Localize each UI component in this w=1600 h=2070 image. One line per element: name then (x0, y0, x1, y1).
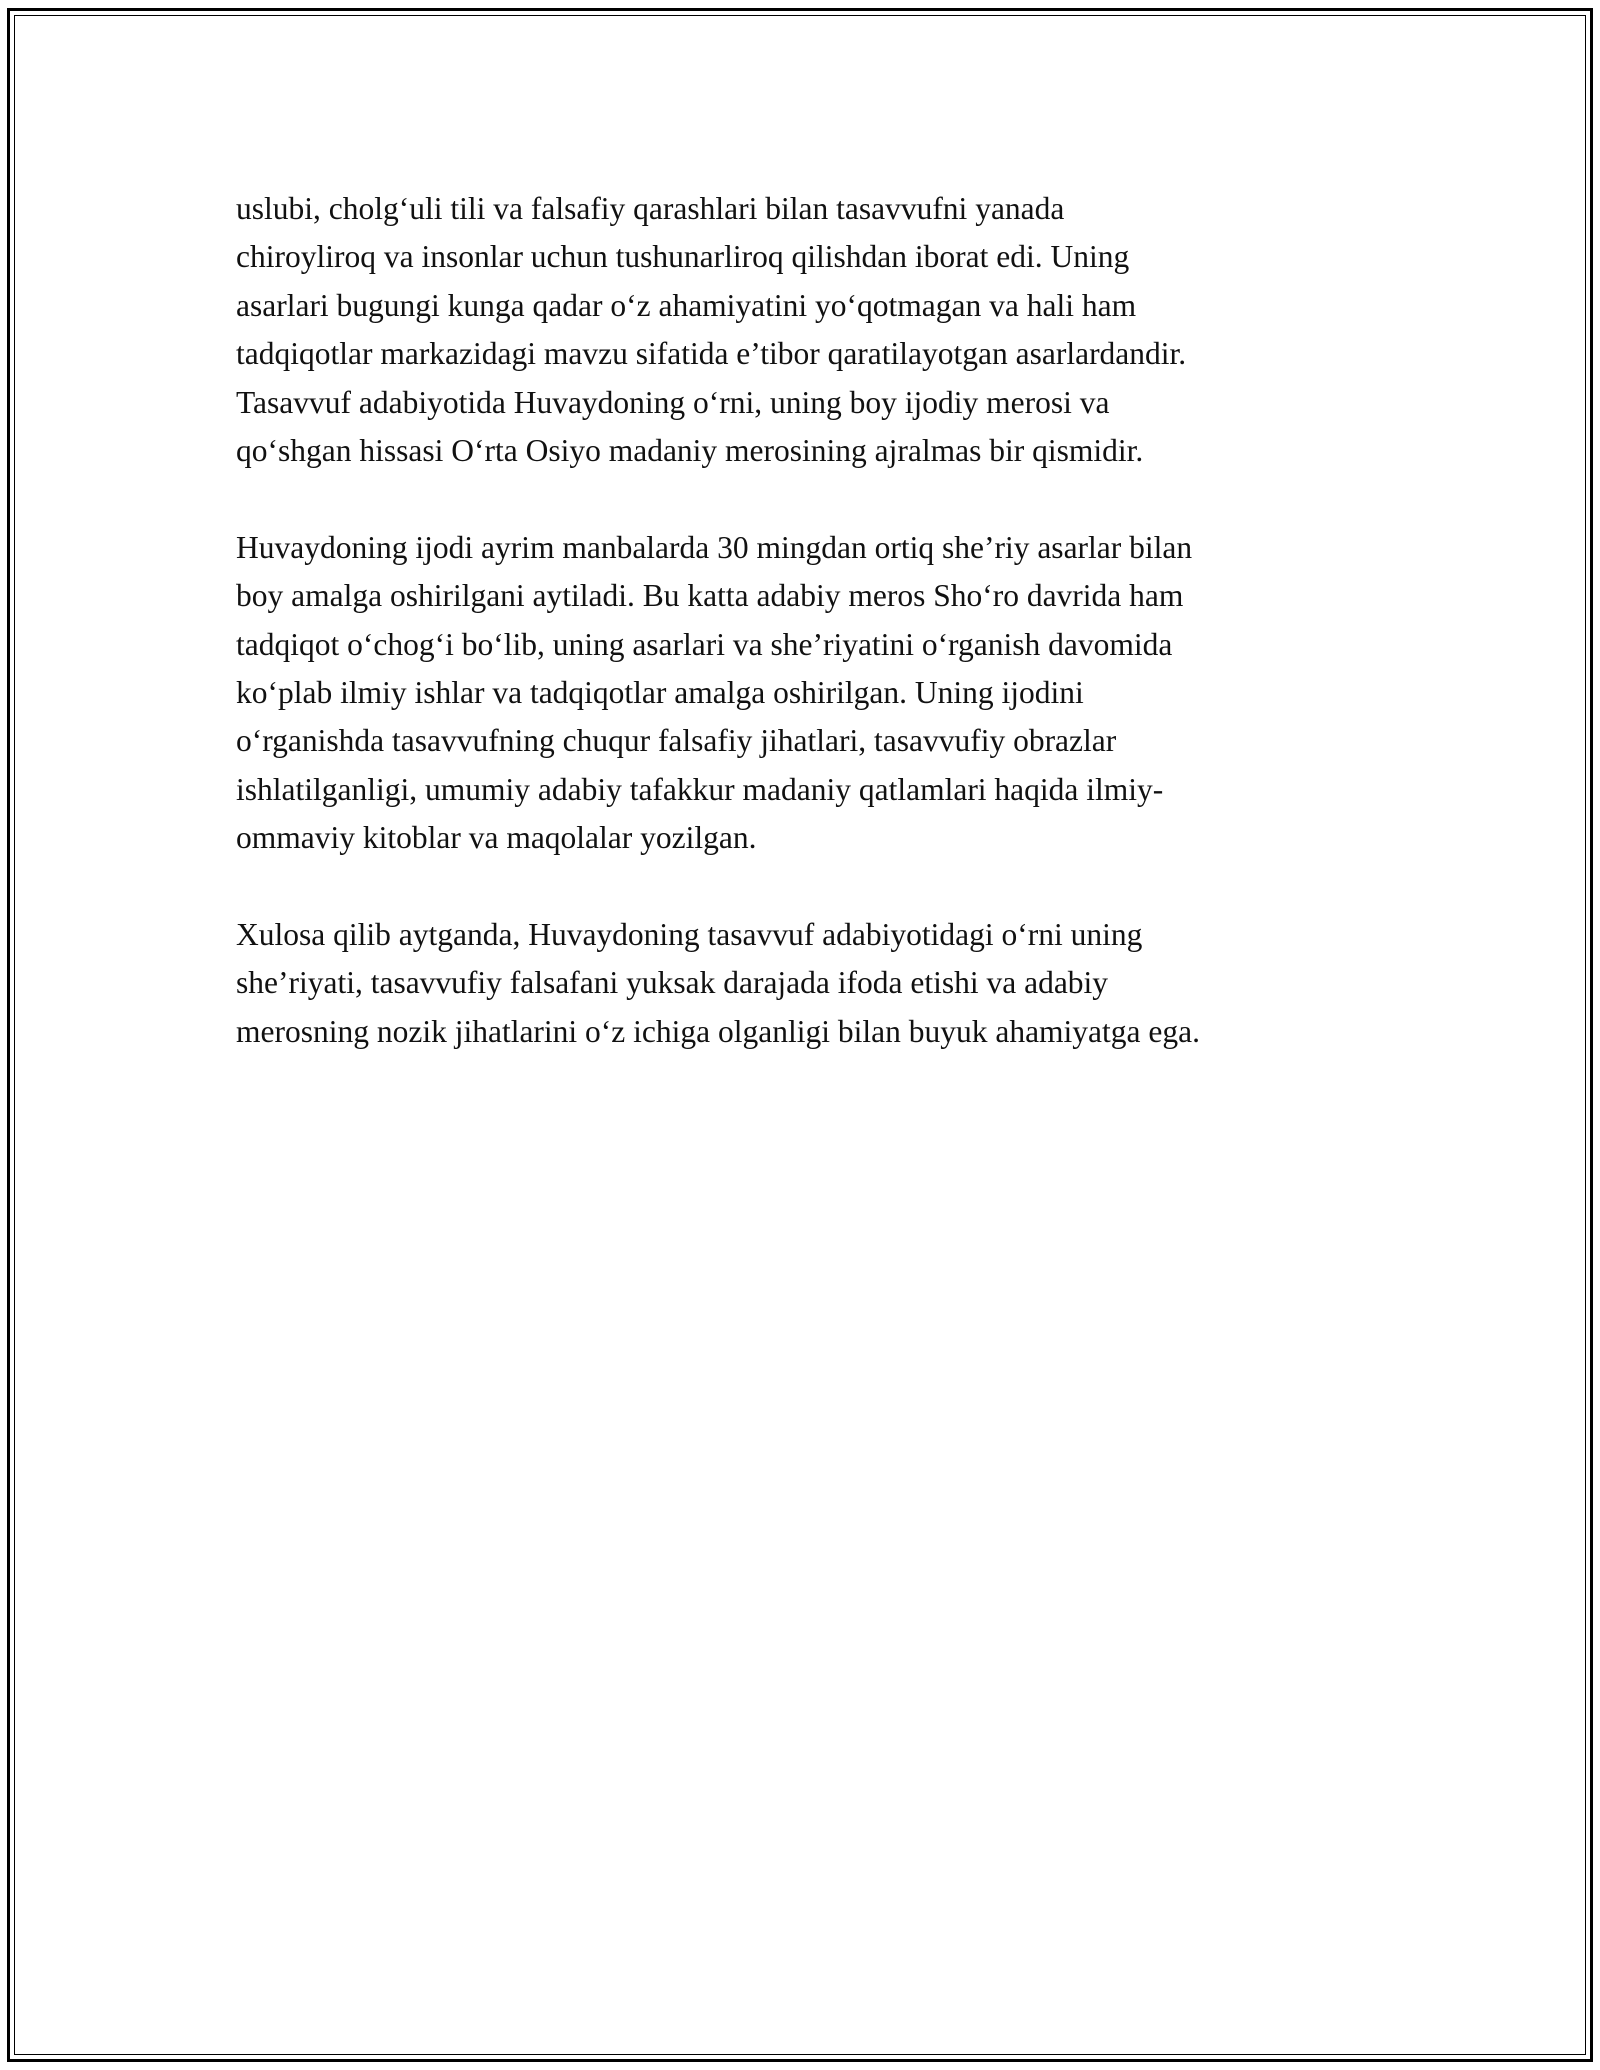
paragraph-3 (236, 911, 1416, 1056)
text-line: she’riyati, tasavvufiy falsafani yuksak darajada ifoda etishi va adabiy (236, 965, 1109, 1001)
text-line: Tasavvuf adabiyotida Huvaydoning o‘rni, uning boy ijodiy merosi va (236, 384, 1110, 420)
text-line: tadqiqot o‘chog‘i bo‘lib, uning asarlari va she’riyatini o‘rganish davomida (236, 626, 1173, 662)
text-line: ishlatilganligi, umumiy adabiy tafakkur madaniy qatlamlari haqida ilmiy- (236, 771, 1164, 807)
text-line: Xulosa qilib aytganda, Huvaydoning tasavvuf adabiyotidagi o‘rni uning (236, 917, 1143, 953)
text-line: qo‘shgan hissasi O‘rta Osiyo madaniy merosining ajralmas bir qismidir. (236, 433, 1144, 469)
document-body (236, 185, 1416, 1105)
text-line: uslubi, cholg‘uli tili va falsafiy qarashlari bilan tasavvufni yanada (236, 191, 1065, 226)
text-line: tadqiqotlar markazidagi mavzu sifatida e’tibor qaratilayotgan asarlardandir. (236, 336, 1187, 372)
text-line: merosning nozik jihatlarini o‘z ichiga olganligi bilan buyuk ahamiyatga ega. (236, 1013, 1200, 1049)
text-line: ko‘plab ilmiy ishlar va tadqiqotlar amalga oshirilgan. Uning ijodini (236, 675, 1084, 711)
text-line: o‘rganishda tasavvufning chuqur falsafiy jihatlari, tasavvufiy obrazlar (236, 723, 1117, 759)
text-line: asarlari bugungi kunga qadar o‘z ahamiyatini yo‘qotmagan va hali ham (236, 287, 1137, 323)
text-line: boy amalga oshirilgani aytiladi. Bu katta adabiy meros Sho‘ro davrida ham (236, 578, 1184, 614)
paragraph-2 (236, 524, 1416, 863)
paragraph-1 (236, 185, 1416, 475)
text-line: ommaviy kitoblar va maqolalar yozilgan. (236, 820, 757, 856)
text-line: Huvaydoning ijodi ayrim manbalarda 30 mingdan ortiq she’riy asarlar bilan (236, 529, 1193, 565)
text-line: chiroyliroq va insonlar uchun tushunarliroq qilishdan iborat edi. Uning (236, 239, 1130, 275)
